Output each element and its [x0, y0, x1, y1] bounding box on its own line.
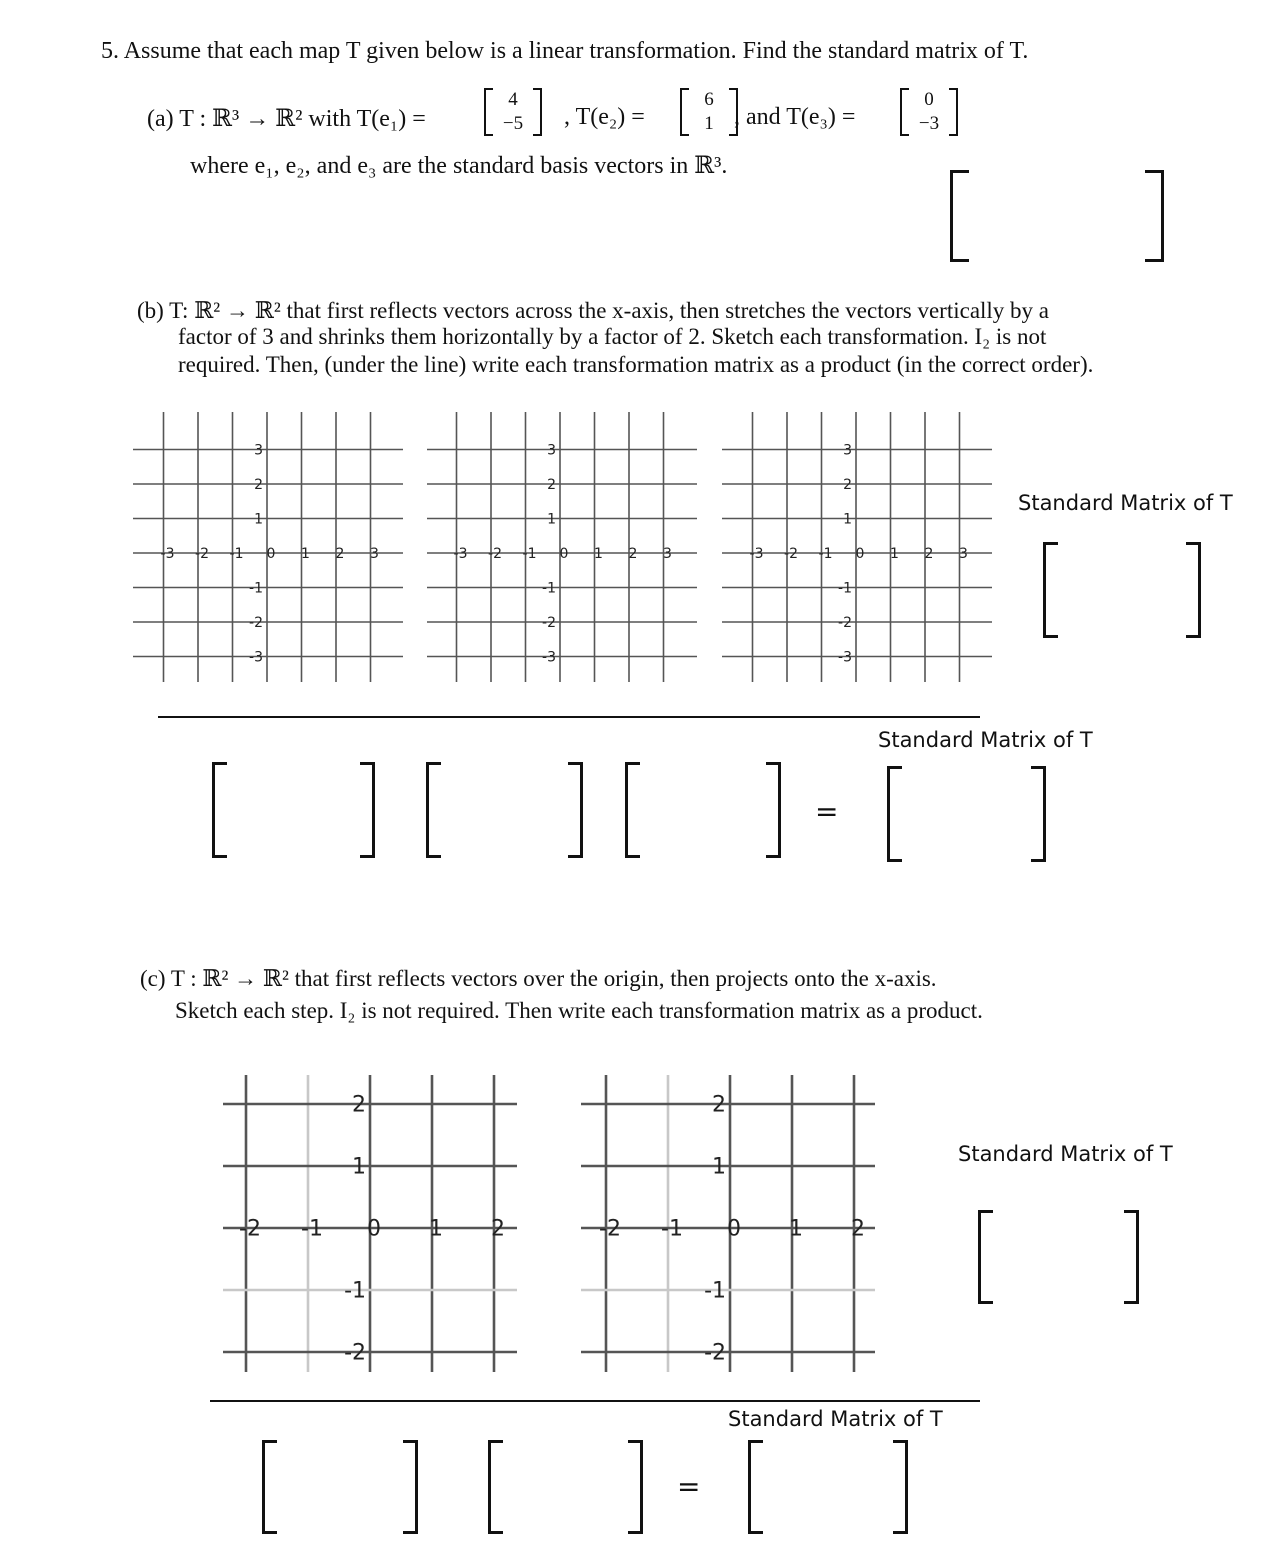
T-e2-bottom: 1	[704, 113, 714, 134]
grid-b3-y-tick-label: -3	[838, 649, 852, 666]
grid-b2-x-tick-label: 0	[559, 545, 569, 562]
grid-b1-x-tick-label: 3	[370, 545, 379, 562]
grid-b2-y-tick-label: -1	[542, 580, 556, 597]
grid-b3-x-tick-label: -2	[784, 545, 798, 562]
c-prod1-left	[262, 1440, 277, 1534]
part-c-line2: Sketch each step. I₂ is not required. Then write each transformation matrix as a product.	[175, 998, 983, 1023]
c-prod2-left	[488, 1440, 503, 1534]
grid-c2-y-tick-label: 2	[712, 1092, 726, 1118]
grid-b2-y-tick-label: -2	[542, 614, 556, 631]
problem-intro: Assume that each map T given below is a linear transformation. Find the standard matrix of T.	[123, 38, 1029, 64]
grid-c1-x-tick-label: 0	[367, 1216, 381, 1242]
part-b-equals: =	[815, 795, 839, 828]
b-prod3-right	[766, 762, 781, 858]
grid-b-1[interactable]	[133, 412, 403, 682]
grid-c2-x-tick-label: -1	[661, 1216, 683, 1242]
part-b-line1: (b) T: ℝ² → ℝ² that first reflects vectors across the x-axis, then stretches the vectors vertically by a	[137, 298, 1050, 323]
part-a-where-text: where e₁, e₂, and e₃ are the standard basis vectors in ℝ³.	[190, 153, 728, 179]
b-std-bracket-left	[1043, 542, 1058, 638]
part-c-line1: (c) T : ℝ² → ℝ² that first reflects vectors over the origin, then projects onto the x-axis.	[140, 966, 937, 991]
grid-b2-x-tick-label: -2	[488, 545, 502, 562]
part-b-line3: required. Then, (under the line) write each transformation matrix as a product (in the correct order).	[178, 352, 1094, 377]
grid-c1-y-tick-label: -1	[344, 1278, 366, 1304]
grid-c1-x-tick-label: -1	[301, 1216, 323, 1242]
grid-b3-x-tick-label: 1	[890, 545, 899, 562]
grid-c1-y-tick-label: 2	[352, 1092, 366, 1118]
grid-c2-y-tick-label: 1	[712, 1154, 726, 1180]
grid-b2-y-tick-label: -3	[542, 649, 556, 666]
b-prod1-left	[212, 762, 227, 858]
grid-b2-x-tick-label: 3	[663, 545, 672, 562]
part-c-answer-line	[210, 1400, 980, 1402]
grid-c2-x-tick-label: 0	[727, 1216, 741, 1242]
T-e3-bottom: −3	[918, 113, 940, 134]
grid-b1-x-tick-label: -2	[195, 545, 209, 562]
part-c-product-label: Standard Matrix of T	[728, 1407, 943, 1431]
T-e3-top: 0	[924, 89, 934, 110]
grid-b3-y-tick-label: -2	[838, 614, 852, 631]
grid-c1-x-tick-label: -2	[239, 1216, 261, 1242]
b-result-left	[887, 766, 902, 862]
grid-c2-x-tick-label: 1	[789, 1216, 803, 1242]
grid-b2-y-tick-label: 3	[547, 442, 556, 459]
grid-b3-x-tick-label: -3	[749, 545, 764, 562]
grid-b2-x-tick-label: 2	[628, 545, 638, 562]
grid-b2-x-tick-label: -3	[453, 545, 468, 562]
c-std-bracket-right	[1124, 1210, 1139, 1304]
grid-c1-y-tick-label: -2	[344, 1340, 366, 1366]
part-b-product-label: Standard Matrix of T	[878, 728, 1093, 752]
b-prod3-left	[625, 762, 640, 858]
grid-b3-x-tick-label: 0	[855, 545, 865, 562]
grid-c2-x-tick-label: 2	[851, 1216, 865, 1242]
grid-b3-x-tick-label: -1	[818, 545, 833, 562]
c-prod1-right	[403, 1440, 418, 1534]
part-a-map: T : ℝ³ → ℝ² with T(e₁) =	[179, 106, 426, 132]
grid-b1-y-tick-label: 2	[254, 476, 263, 493]
c-result-left	[748, 1440, 763, 1534]
part-c-equals: =	[677, 1470, 701, 1503]
grid-b3-y-tick-label: 1	[843, 511, 852, 528]
grid-b3-y-tick-label: 2	[843, 476, 852, 493]
grid-b2-x-tick-label: 1	[594, 545, 603, 562]
grid-b1-x-tick-label: -3	[160, 545, 175, 562]
grid-b1-x-tick-label: -1	[229, 545, 244, 562]
T-e1-top: 4	[508, 89, 518, 110]
part-b-line2: factor of 3 and shrinks them horizontally by a factor of 2. Sketch each transformation. I₂ is not	[178, 324, 1047, 349]
b-prod2-right	[568, 762, 583, 858]
grid-b1-y-tick-label: -3	[249, 649, 263, 666]
grid-c2-y-tick-label: -2	[704, 1340, 726, 1366]
grid-c1-y-tick-label: 1	[352, 1154, 366, 1180]
c-prod2-right	[628, 1440, 643, 1534]
b-result-right	[1031, 766, 1046, 862]
grid-b3-x-tick-label: 3	[959, 545, 968, 562]
c-result-right	[893, 1440, 908, 1534]
part-c-std-matrix-label: Standard Matrix of T	[958, 1142, 1173, 1166]
grid-b1-y-tick-label: 1	[254, 511, 263, 528]
T-e2-top: 6	[704, 89, 714, 110]
grid-b3-y-tick-label: -1	[838, 580, 852, 597]
c-std-bracket-left	[978, 1210, 993, 1304]
grid-b-3[interactable]	[722, 412, 992, 682]
grid-b2-x-tick-label: -1	[522, 545, 537, 562]
grid-b1-x-tick-label: 2	[335, 545, 345, 562]
grid-b1-y-tick-label: -1	[249, 580, 263, 597]
grid-b1-y-tick-label: 3	[254, 442, 263, 459]
grid-b2-y-tick-label: 1	[547, 511, 556, 528]
grid-b2-y-tick-label: 2	[547, 476, 556, 493]
T-e1-bottom: −5	[502, 113, 524, 134]
grid-c1-x-tick-label: 1	[429, 1216, 443, 1242]
part-a-letter: (a)	[147, 106, 174, 132]
grid-b3-y-tick-label: 3	[843, 442, 852, 459]
b-prod1-right	[360, 762, 375, 858]
grid-b-2[interactable]	[427, 412, 697, 682]
grid-b1-y-tick-label: -2	[249, 614, 263, 631]
problem-number: 5.	[101, 38, 119, 64]
part-b-answer-line	[158, 716, 980, 718]
part-b-std-matrix-label: Standard Matrix of T	[1018, 491, 1233, 515]
grid-c-1[interactable]	[223, 1075, 517, 1372]
grid-c1-x-tick-label: 2	[491, 1216, 505, 1242]
part-a-e3-label: , and T(e₃) =	[734, 104, 856, 130]
b-std-bracket-right	[1186, 542, 1201, 638]
grid-b1-x-tick-label: 0	[266, 545, 276, 562]
b-prod2-left	[426, 762, 441, 858]
grid-b1-x-tick-label: 1	[301, 545, 310, 562]
grid-c2-x-tick-label: -2	[599, 1216, 621, 1242]
grid-c2-y-tick-label: -1	[704, 1278, 726, 1304]
grid-c-2[interactable]	[581, 1075, 875, 1372]
grid-b3-x-tick-label: 2	[924, 545, 934, 562]
part-a-e2-label: , T(e₂) =	[564, 104, 645, 130]
